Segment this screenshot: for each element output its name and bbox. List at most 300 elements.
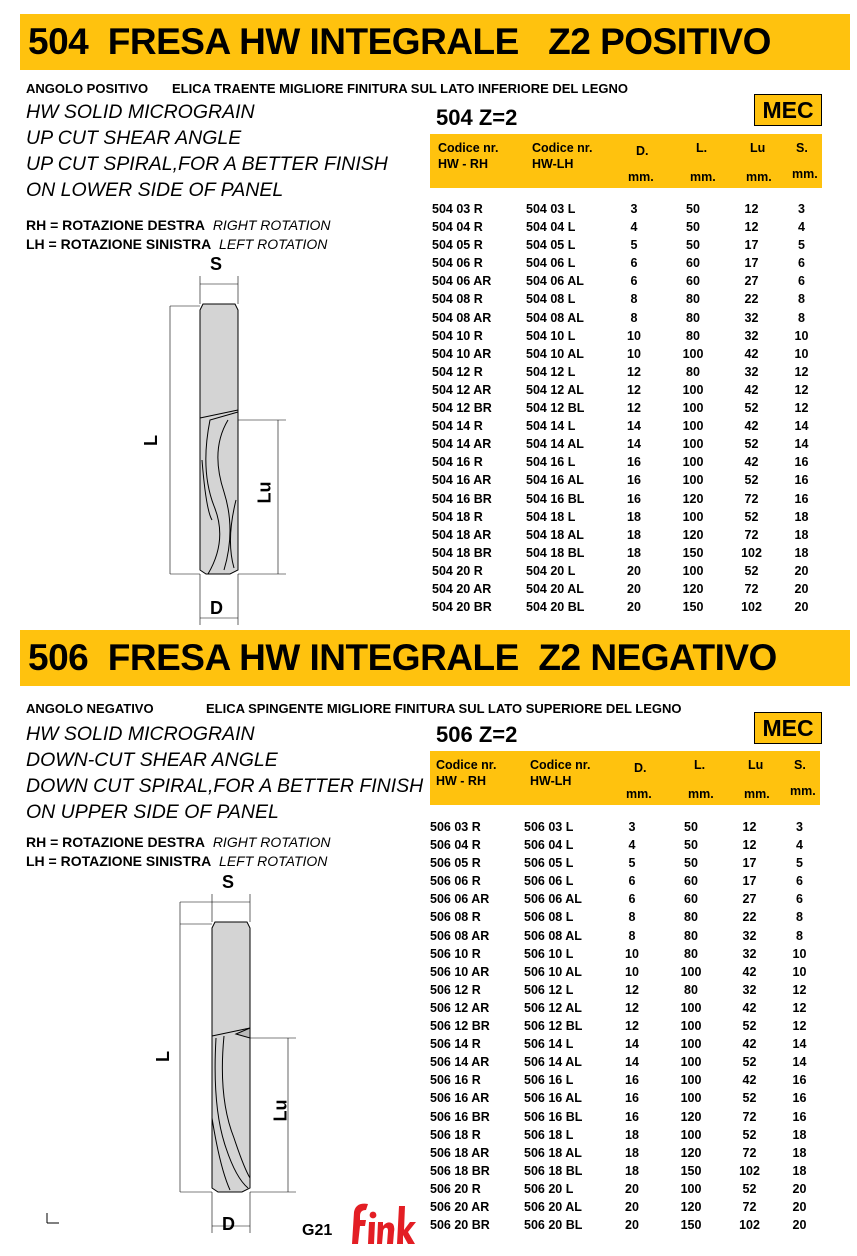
table-cell: 506 10 L — [524, 946, 574, 961]
section-title: 506 FRESA HW INTEGRALE Z2 NEGATIVO — [28, 637, 777, 678]
table-cell: 16 — [627, 473, 641, 488]
table-cell: 60 — [686, 274, 700, 289]
table-cell: 506 16 BL — [524, 1109, 583, 1124]
table-cell: 504 18 AR — [432, 527, 492, 542]
table-cell: 100 — [682, 437, 704, 452]
table-cell: 504 18 BL — [526, 545, 585, 560]
table-cell: 506 14 AL — [524, 1055, 582, 1070]
table-row — [432, 598, 824, 616]
table-cell: 12 — [792, 1000, 807, 1015]
table-row — [432, 254, 824, 272]
model-label: 504 Z=2 — [436, 105, 518, 130]
table-cell: 506 12 L — [524, 982, 574, 997]
table-cell: 8 — [798, 310, 805, 325]
table-cell: 18 — [625, 1127, 639, 1142]
table-cell: 14 — [794, 419, 809, 434]
table-cell: 20 — [792, 1181, 807, 1196]
rotation-legend — [26, 216, 331, 254]
table-cell: 42 — [742, 1037, 757, 1052]
table-cell: 504 06 AR — [432, 274, 492, 289]
table-row — [430, 981, 822, 999]
dim-s-label: S — [210, 254, 223, 274]
table-cell: 504 16 BR — [432, 491, 492, 506]
table-cell: 80 — [684, 910, 698, 925]
table-cell: 504 08 AR — [432, 310, 492, 325]
table-cell: 8 — [796, 928, 803, 943]
table-row — [430, 1108, 822, 1126]
table-cell: 150 — [680, 1218, 702, 1233]
table-cell: 506 16 L — [524, 1073, 574, 1088]
table-cell: 102 — [739, 1218, 760, 1233]
table-row — [432, 272, 824, 290]
table-cell: 16 — [792, 1109, 807, 1124]
table-row — [432, 290, 824, 308]
table-cell: 6 — [628, 892, 636, 907]
table-cell: 506 12 R — [430, 982, 481, 997]
table-row — [430, 890, 822, 908]
table-cell: 506 06 AL — [524, 892, 582, 907]
table-cell: 42 — [742, 1073, 757, 1088]
table-row — [430, 1089, 822, 1107]
table-cell: 16 — [792, 1073, 807, 1088]
table-cell: 6 — [796, 892, 803, 907]
table-row — [430, 908, 822, 926]
header-lu: Lu — [748, 758, 764, 772]
table-cell: 506 16 R — [430, 1073, 481, 1088]
subtitle-spiral: ELICA TRAENTE MIGLIORE FINITURA SUL LATO INFERIORE DEL LEGNO — [172, 81, 628, 96]
table-row — [432, 453, 824, 471]
section-title: 504 FRESA HW INTEGRALE Z2 POSITIVO — [28, 21, 771, 62]
table-cell: 50 — [684, 820, 698, 834]
table-cell: 100 — [680, 1037, 702, 1052]
table-cell: 100 — [680, 1127, 702, 1142]
table-row — [430, 1144, 822, 1162]
table-row — [432, 309, 824, 327]
rotation-en: RIGHT ROTATION — [212, 217, 331, 233]
table-cell: 12 — [625, 982, 639, 997]
table-cell: 504 18 AL — [526, 527, 584, 542]
title-banner-506 — [20, 630, 850, 686]
rotation-it: LH = ROTAZIONE SINISTRA — [26, 236, 212, 252]
table-cell: 20 — [627, 581, 641, 596]
dim-lu-label: Lu — [270, 1099, 291, 1122]
table-cell: 504 08 R — [432, 292, 483, 307]
table-cell: 504 08 AL — [526, 310, 584, 325]
table-cell: 12 — [744, 202, 759, 216]
table-cell: 12 — [625, 1000, 639, 1015]
table-cell: 20 — [794, 581, 809, 596]
unit-s: mm. — [792, 167, 818, 181]
table-cell: 504 18 BR — [432, 545, 492, 560]
table-cell: 42 — [742, 1000, 757, 1015]
product-table — [430, 818, 822, 1234]
table-cell: 16 — [794, 455, 809, 470]
table-cell: 14 — [625, 1055, 639, 1070]
table-cell: 100 — [680, 1073, 702, 1088]
table-header — [430, 134, 822, 188]
table-cell: 27 — [744, 274, 759, 289]
header-s: S. — [796, 141, 808, 155]
table-cell: 80 — [684, 946, 698, 961]
table-cell: 506 10 AR — [430, 964, 490, 979]
table-cell: 12 — [627, 364, 641, 379]
table-cell: 72 — [742, 1109, 757, 1124]
table-cell: 80 — [684, 928, 698, 943]
table-cell: 80 — [686, 310, 700, 325]
table-cell: 80 — [686, 292, 700, 307]
desc-line: UP CUT SHEAR ANGLE — [26, 127, 242, 149]
table-cell: 12 — [627, 401, 641, 416]
table-cell: 100 — [680, 1000, 702, 1015]
table-cell: 5 — [798, 238, 805, 253]
table-cell: 504 10 L — [526, 328, 576, 343]
desc-line: UP CUT SPIRAL,FOR A BETTER FINISH — [26, 153, 388, 175]
table-cell: 10 — [627, 346, 641, 361]
table-cell: 506 05 R — [430, 856, 481, 871]
table-cell: 72 — [744, 581, 759, 596]
table-cell: 22 — [742, 910, 757, 925]
table-cell: 5 — [630, 238, 638, 253]
table-cell: 16 — [794, 473, 809, 488]
table-cell: 4 — [630, 220, 638, 235]
table-cell: 504 06 L — [526, 256, 576, 271]
dim-l-label: L — [141, 435, 161, 446]
rotation-it: LH = ROTAZIONE SINISTRA — [26, 853, 212, 869]
table-cell: 100 — [680, 1019, 702, 1034]
table-cell: 22 — [744, 292, 759, 307]
table-cell: 504 20 BL — [526, 600, 585, 615]
table-row — [432, 580, 824, 598]
table-cell: 14 — [794, 437, 809, 452]
header-code-lh: Codice nr. — [532, 141, 593, 155]
table-cell: 504 18 R — [432, 509, 483, 524]
desc-line: ON UPPER SIDE OF PANEL — [26, 801, 279, 823]
subtitle-angle: ANGOLO NEGATIVO — [26, 701, 154, 716]
table-cell: 17 — [744, 256, 759, 271]
table-cell: 504 16 BL — [526, 491, 585, 506]
table-cell: 504 14 R — [432, 419, 483, 434]
table-cell: 504 20 L — [526, 563, 576, 578]
table-cell: 504 16 R — [432, 455, 483, 470]
table-cell: 18 — [627, 545, 641, 560]
table-cell: 32 — [744, 310, 759, 325]
dim-d-label: D — [210, 598, 223, 618]
unit-l: mm. — [688, 787, 714, 801]
table-cell: 102 — [741, 600, 762, 615]
table-cell: 50 — [686, 220, 700, 235]
table-cell: 3 — [798, 202, 805, 216]
table-cell: 12 — [625, 1019, 639, 1034]
table-cell: 20 — [625, 1181, 639, 1196]
table-row — [430, 999, 822, 1017]
table-cell: 18 — [627, 509, 641, 524]
table-cell: 52 — [744, 401, 759, 416]
table-cell: 504 10 AL — [526, 346, 584, 361]
mec-badge: MEC — [754, 712, 822, 744]
header-code-rh: Codice nr. — [436, 758, 497, 772]
table-row — [432, 471, 824, 489]
table-cell: 52 — [744, 473, 759, 488]
english-description — [26, 721, 423, 825]
table-cell: 16 — [792, 1091, 807, 1106]
table-cell: 12 — [742, 820, 757, 834]
table-cell: 504 20 AL — [526, 581, 584, 596]
table-cell: 14 — [627, 419, 641, 434]
table-cell: 12 — [792, 1019, 807, 1034]
table-cell: 506 14 L — [524, 1037, 574, 1052]
table-cell: 506 18 R — [430, 1127, 481, 1142]
table-cell: 60 — [686, 256, 700, 271]
table-cell: 12 — [627, 382, 641, 397]
header-code-rh-sub: HW - RH — [438, 157, 488, 171]
table-row — [430, 945, 822, 963]
table-cell: 100 — [682, 382, 704, 397]
table-cell: 504 20 BR — [432, 600, 492, 615]
table-cell: 10 — [625, 964, 639, 979]
table-cell: 18 — [792, 1127, 807, 1142]
table-cell: 50 — [684, 856, 698, 871]
table-cell: 52 — [744, 509, 759, 524]
table-row — [430, 1198, 822, 1216]
unit-lu: mm. — [744, 787, 770, 801]
table-cell: 60 — [684, 892, 698, 907]
rotation-en: RIGHT ROTATION — [212, 834, 331, 850]
table-cell: 42 — [742, 964, 757, 979]
table-cell: 100 — [680, 1055, 702, 1070]
table-cell: 506 14 AR — [430, 1055, 490, 1070]
table-row — [430, 1035, 822, 1053]
table-row — [430, 1162, 822, 1180]
table-cell: 6 — [630, 274, 638, 289]
table-cell: 10 — [627, 328, 641, 343]
table-cell: 32 — [742, 928, 757, 943]
header-s: S. — [794, 758, 806, 772]
table-cell: 506 16 AL — [524, 1091, 582, 1106]
desc-line: ON LOWER SIDE OF PANEL — [26, 179, 284, 201]
table-row — [430, 1126, 822, 1144]
table-cell: 506 18 AL — [524, 1145, 582, 1160]
table-cell: 506 20 R — [430, 1181, 481, 1196]
table-row — [430, 1017, 822, 1035]
table-cell: 18 — [794, 509, 809, 524]
rotation-legend — [26, 833, 331, 871]
table-row — [430, 872, 822, 890]
unit-d: mm. — [626, 787, 652, 801]
desc-line: DOWN CUT SPIRAL,FOR A BETTER FINISH — [26, 775, 424, 797]
table-cell: 506 16 BR — [430, 1109, 490, 1124]
table-cell: 504 12 AR — [432, 382, 492, 397]
table-cell: 16 — [794, 491, 809, 506]
table-cell: 8 — [798, 292, 805, 307]
table-cell: 504 03 R — [432, 202, 483, 216]
table-cell: 8 — [796, 910, 803, 925]
table-cell: 506 03 L — [524, 820, 574, 834]
table-cell: 52 — [742, 1055, 757, 1070]
table-cell: 10 — [625, 946, 639, 961]
table-row — [430, 963, 822, 981]
table-cell: 42 — [744, 346, 759, 361]
header-code-rh: Codice nr. — [438, 141, 499, 155]
table-cell: 12 — [794, 382, 809, 397]
model-label: 506 Z=2 — [436, 722, 518, 747]
table-cell: 506 16 AR — [430, 1091, 490, 1106]
table-cell: 504 08 L — [526, 292, 576, 307]
table-cell: 17 — [742, 856, 757, 871]
rotation-en: LEFT ROTATION — [219, 853, 328, 869]
table-cell: 3 — [630, 202, 638, 216]
table-cell: 32 — [744, 328, 759, 343]
table-cell: 504 04 L — [526, 220, 576, 235]
table-cell: 6 — [798, 274, 805, 289]
table-cell: 506 20 AL — [524, 1199, 582, 1214]
corner-mark — [46, 1212, 60, 1224]
table-cell: 120 — [682, 527, 704, 542]
table-cell: 100 — [682, 455, 704, 470]
rotation-it: RH = ROTAZIONE DESTRA — [26, 834, 206, 850]
table-row — [430, 836, 822, 854]
table-cell: 10 — [792, 964, 807, 979]
table-cell: 506 12 AL — [524, 1000, 582, 1015]
table-row — [432, 200, 824, 218]
table-cell: 504 10 AR — [432, 346, 492, 361]
table-cell: 18 — [794, 545, 809, 560]
desc-line: HW SOLID MICROGRAIN — [26, 101, 255, 123]
table-cell: 504 12 BR — [432, 401, 492, 416]
dim-s-label: S — [222, 872, 235, 892]
table-cell: 16 — [625, 1091, 639, 1106]
table-cell: 50 — [686, 202, 700, 216]
table-row — [432, 508, 824, 526]
table-cell: 100 — [682, 419, 704, 434]
table-cell: 42 — [744, 382, 759, 397]
table-cell: 4 — [796, 838, 803, 853]
desc-line: DOWN-CUT SHEAR ANGLE — [26, 749, 278, 771]
table-cell: 80 — [686, 364, 700, 379]
header-l: L. — [694, 758, 706, 772]
table-cell: 80 — [686, 328, 700, 343]
table-cell: 100 — [682, 509, 704, 524]
table-cell: 506 18 L — [524, 1127, 574, 1142]
table-row — [432, 399, 824, 417]
desc-line: HW SOLID MICROGRAIN — [26, 723, 255, 745]
table-cell: 6 — [628, 874, 636, 889]
table-cell: 12 — [744, 220, 759, 235]
table-cell: 504 04 R — [432, 220, 483, 235]
table-cell: 18 — [792, 1145, 807, 1160]
table-row — [432, 417, 824, 435]
table-cell: 27 — [742, 892, 757, 907]
unit-d: mm. — [628, 170, 654, 184]
table-cell: 102 — [739, 1163, 760, 1178]
table-cell: 506 20 BR — [430, 1218, 490, 1233]
table-cell: 72 — [742, 1199, 757, 1214]
table-cell: 10 — [794, 346, 809, 361]
table-cell: 506 12 AR — [430, 1000, 490, 1015]
table-cell: 504 20 R — [432, 563, 483, 578]
table-cell: 100 — [682, 346, 704, 361]
table-cell: 14 — [792, 1037, 807, 1052]
table-cell: 32 — [744, 364, 759, 379]
header-lu: Lu — [750, 141, 766, 155]
dim-lu-label: Lu — [254, 481, 275, 504]
table-cell: 72 — [744, 491, 759, 506]
brand-logo-icon — [346, 1198, 416, 1248]
table-row — [432, 490, 824, 508]
table-cell: 16 — [627, 455, 641, 470]
table-cell: 504 16 AL — [526, 473, 584, 488]
table-cell: 20 — [625, 1218, 639, 1233]
table-row — [432, 345, 824, 363]
table-row — [430, 818, 822, 836]
header-l: L. — [696, 141, 708, 155]
table-cell: 20 — [792, 1199, 807, 1214]
table-cell: 504 03 L — [526, 202, 576, 216]
header-code-lh: Codice nr. — [530, 758, 591, 772]
unit-s: mm. — [790, 784, 816, 798]
table-cell: 32 — [742, 982, 757, 997]
cutter-diagram — [140, 270, 300, 630]
table-cell: 506 10 R — [430, 946, 481, 961]
table-cell: 102 — [741, 545, 762, 560]
table-cell: 14 — [627, 437, 641, 452]
table-cell: 6 — [796, 874, 803, 889]
table-cell: 504 14 AL — [526, 437, 584, 452]
table-cell: 72 — [742, 1145, 757, 1160]
table-cell: 20 — [627, 563, 641, 578]
table-cell: 100 — [680, 1181, 702, 1196]
table-cell: 504 06 R — [432, 256, 483, 271]
table-cell: 506 18 BR — [430, 1163, 490, 1178]
table-cell: 506 08 AR — [430, 928, 490, 943]
table-row — [430, 1053, 822, 1071]
table-cell: 120 — [680, 1145, 702, 1160]
table-cell: 506 20 AR — [430, 1199, 490, 1214]
table-cell: 50 — [686, 238, 700, 253]
table-cell: 18 — [627, 527, 641, 542]
table-cell: 504 05 L — [526, 238, 576, 253]
table-cell: 20 — [792, 1218, 807, 1233]
table-cell: 506 03 R — [430, 820, 481, 834]
table-cell: 4 — [628, 838, 636, 853]
unit-lu: mm. — [746, 170, 772, 184]
title-banner-504 — [20, 14, 850, 70]
subtitle-angle: ANGOLO POSITIVO — [26, 81, 149, 96]
table-cell: 17 — [744, 238, 759, 253]
dim-d-label: D — [222, 1214, 235, 1234]
table-cell: 10 — [794, 328, 809, 343]
table-cell: 12 — [792, 982, 807, 997]
table-row — [432, 526, 824, 544]
table-cell: 506 08 R — [430, 910, 481, 925]
table-cell: 18 — [625, 1145, 639, 1160]
english-description — [26, 99, 388, 203]
table-row — [430, 1216, 822, 1234]
header-d: D. — [634, 761, 647, 775]
table-cell: 506 06 R — [430, 874, 481, 889]
product-table — [432, 200, 824, 616]
table-cell: 506 04 R — [430, 838, 481, 853]
table-header — [430, 751, 820, 805]
table-cell: 506 18 AR — [430, 1145, 490, 1160]
table-cell: 4 — [798, 220, 805, 235]
table-cell: 100 — [680, 964, 702, 979]
table-row — [430, 927, 822, 945]
table-cell: 506 12 BL — [524, 1019, 583, 1034]
table-cell: 3 — [796, 820, 803, 834]
table-cell: 504 14 AR — [432, 437, 492, 452]
table-cell: 60 — [684, 874, 698, 889]
table-row — [430, 1180, 822, 1198]
